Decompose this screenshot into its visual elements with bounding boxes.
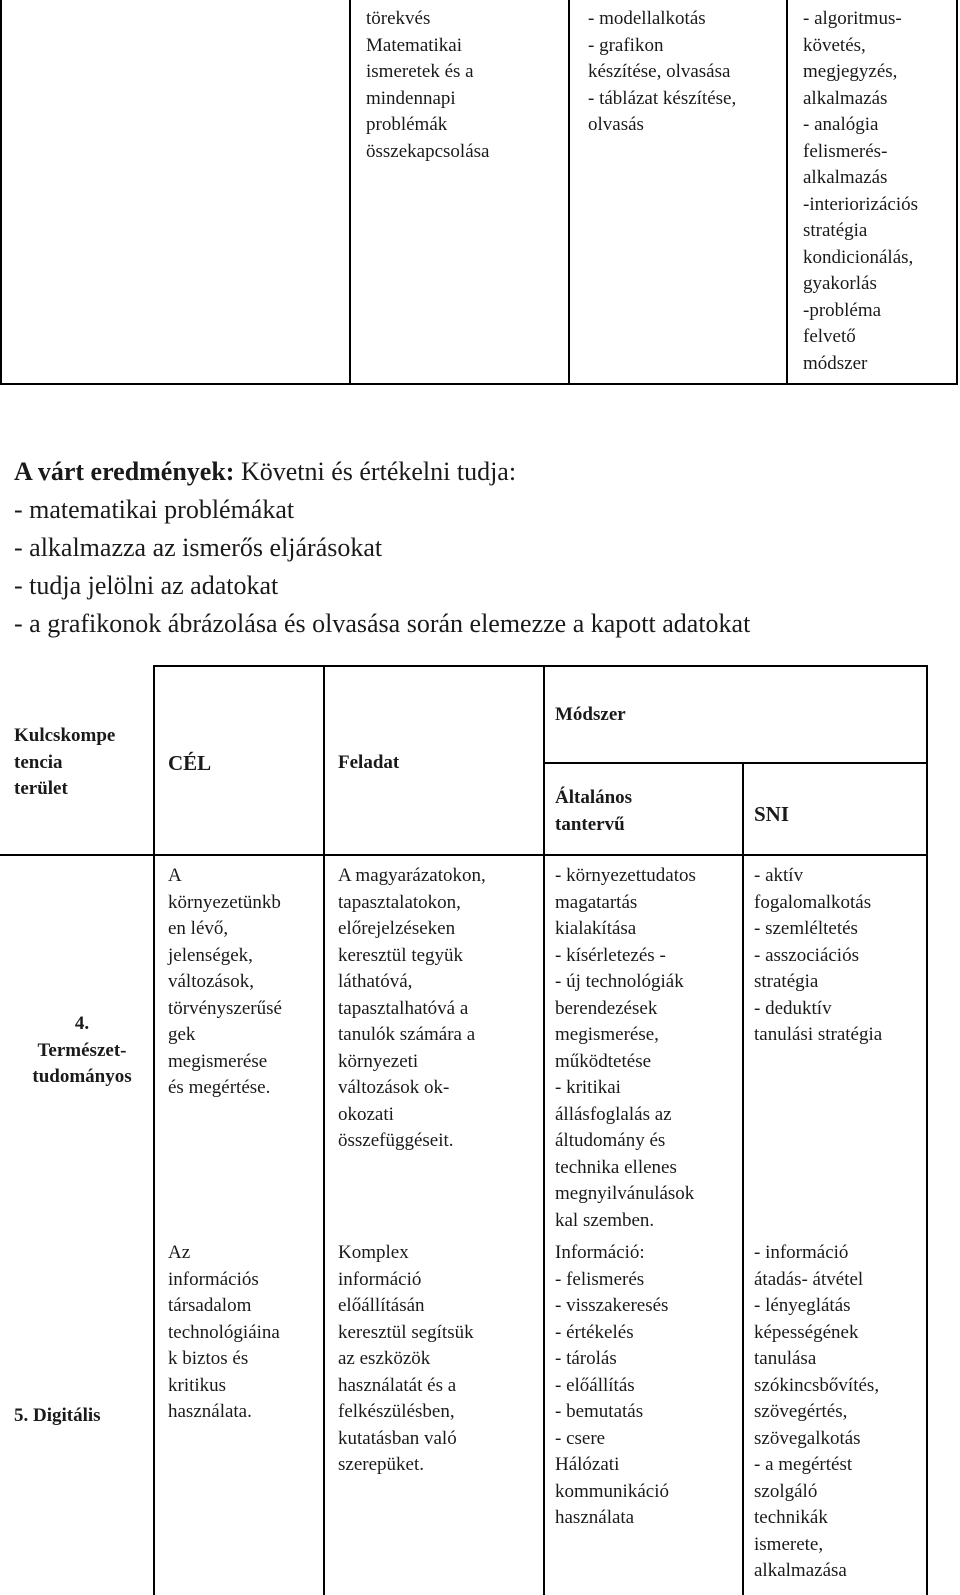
text-line: szolgáló — [754, 1480, 818, 1502]
text-line: változások, — [168, 971, 255, 992]
text-line: megismerése — [168, 1050, 268, 1072]
text-line: - környezettudatos — [555, 865, 696, 886]
text-line: szókincsbővítés, — [754, 1374, 880, 1396]
text-line: áltudomány és — [555, 1130, 666, 1151]
text-line: - előállítás — [555, 1374, 635, 1396]
text-line: - tárolás — [555, 1348, 617, 1369]
row-general — [555, 1240, 740, 1532]
text-line: működtetése — [555, 1050, 652, 1072]
row-general — [555, 863, 740, 1234]
text-line: használata — [555, 1507, 635, 1528]
text-line: összekapcsolása — [366, 140, 490, 162]
table-border — [926, 665, 928, 1595]
text-line: módszer — [803, 352, 868, 374]
text-line: - felismerés — [555, 1268, 645, 1290]
text-line: technika ellenes — [555, 1156, 677, 1178]
row-sni — [754, 863, 926, 1049]
text-line: állásfoglalás az — [555, 1103, 672, 1125]
text-line: ismeretek és a — [366, 61, 474, 82]
text-line: A magyarázatokon, — [338, 865, 486, 886]
text-line: kommunikáció — [555, 1480, 669, 1502]
text-line: használata. — [168, 1401, 252, 1422]
text-line: gyakorlás — [803, 273, 877, 294]
table-border — [568, 0, 570, 385]
row-task — [338, 1240, 538, 1479]
text-line: az eszközök — [338, 1348, 431, 1369]
text-line: - kísérletezés - — [555, 944, 666, 966]
text-line: képességének — [754, 1321, 859, 1343]
row-area — [14, 1011, 150, 1091]
text-line: információ — [338, 1268, 422, 1290]
text-line: tanulási stratégia — [754, 1024, 883, 1045]
text-line: megismerése, — [555, 1024, 659, 1045]
text-line: környezeti — [338, 1050, 419, 1072]
text-line: gek — [168, 1024, 196, 1045]
results-item: - alkalmazza az ismerős eljárásokat — [14, 533, 383, 562]
table-border — [349, 0, 351, 385]
text-line: tanulók számára a — [338, 1024, 476, 1045]
header-sni: SNI — [754, 802, 790, 826]
text-line: - visszakeresés — [555, 1295, 669, 1316]
text-line: Hálózati — [555, 1454, 620, 1475]
text-line: - információ — [754, 1242, 849, 1263]
text-line: - grafikon — [588, 34, 664, 56]
row-area — [14, 1403, 150, 1430]
results-item: - matematikai problémákat — [14, 495, 295, 524]
text-line: és megértése. — [168, 1077, 271, 1098]
top-table-col2 — [588, 6, 783, 139]
text-line: Komplex — [338, 1242, 409, 1263]
header-goal: CÉL — [168, 751, 212, 775]
results-item: - tudja jelölni az adatokat — [14, 571, 279, 600]
table-border — [153, 665, 155, 1595]
expected-results — [14, 453, 750, 643]
text-line: előállításán — [338, 1295, 425, 1316]
text-line: kal szemben. — [555, 1209, 655, 1231]
text-line: kialakítása — [555, 918, 637, 939]
table-border — [742, 762, 744, 1595]
text-line: tapasztalhatóvá a — [338, 997, 469, 1019]
table-border — [153, 665, 928, 667]
text-line: törvényszerűsé — [168, 997, 282, 1019]
header-general — [555, 785, 740, 838]
row-task — [338, 863, 538, 1155]
text-line: előrejelzéseken — [338, 918, 456, 939]
text-line: Matematikai — [366, 34, 463, 56]
text-line: felismerés- — [803, 140, 888, 162]
text-line: kondicionálás, — [803, 246, 914, 268]
text-line: összefüggéseit. — [338, 1130, 454, 1151]
table-border — [0, 383, 958, 385]
header-method: Módszer — [555, 704, 626, 725]
text-line: - értékelés — [555, 1321, 634, 1343]
text-line: alkalmazása — [754, 1560, 847, 1581]
text-line: változások ok- — [338, 1077, 450, 1098]
text-line: A — [168, 865, 182, 886]
row-sni — [754, 1240, 926, 1585]
text-line: olvasás — [588, 114, 644, 135]
header-area — [14, 723, 150, 803]
header-task: Feladat — [338, 752, 400, 773]
text-line: - analógia — [803, 114, 879, 135]
table-border — [543, 665, 545, 1595]
text-line: - új technológiák — [555, 971, 684, 992]
text-line: felvető — [803, 326, 856, 347]
text-line: tanulása — [754, 1348, 817, 1369]
row-goal — [168, 1240, 320, 1426]
text-line: készítése, olvasása — [588, 61, 731, 82]
table-border — [0, 0, 2, 385]
text-line: terület — [14, 778, 68, 799]
results-heading: A várt eredmények: — [14, 457, 235, 486]
text-line: felkészülésben, — [338, 1401, 455, 1422]
text-line: fogalomalkotás — [754, 891, 872, 913]
text-line: megjegyzés, — [803, 61, 898, 82]
text-line: technológiáina — [168, 1321, 280, 1343]
text-line: 4. — [74, 1013, 90, 1034]
text-line: kutatásban való — [338, 1427, 457, 1449]
text-line: - kritikai — [555, 1077, 621, 1098]
results-heading-line — [14, 453, 750, 491]
top-table-col3 — [803, 6, 955, 377]
text-line: - a megértést — [754, 1454, 853, 1475]
text-line: szerepüket. — [338, 1454, 424, 1475]
table-border — [0, 854, 928, 856]
results-intro: Követni és értékelni tudja: — [234, 457, 517, 486]
text-line: Információ: — [555, 1242, 645, 1263]
table-border — [323, 665, 325, 1595]
text-line: - bemutatás — [555, 1401, 644, 1422]
text-line: használatát és a — [338, 1374, 457, 1396]
text-line: követés, — [803, 34, 866, 56]
text-line: - táblázat készítése, — [588, 87, 737, 109]
text-line: keresztül segítsük — [338, 1321, 474, 1343]
text-line: en lévő, — [168, 918, 229, 939]
text-line: törekvés — [366, 8, 431, 29]
text-line: szövegalkotás — [754, 1427, 861, 1449]
text-line: megnyilvánulások — [555, 1183, 695, 1204]
text-line: tencia — [14, 751, 63, 773]
text-line: szövegértés, — [754, 1401, 848, 1422]
text-line: problémák — [366, 114, 448, 135]
text-line: környezetünkb — [168, 891, 281, 913]
top-table-col1 — [366, 6, 546, 165]
text-line: - asszociációs — [754, 944, 859, 966]
text-line: átadás- átvétel — [754, 1268, 864, 1290]
table-border — [786, 0, 788, 385]
text-line: - deduktív — [754, 997, 832, 1019]
text-line: -interiorizációs — [803, 193, 919, 215]
text-line: -probléma — [803, 299, 882, 321]
text-line: tudományos — [32, 1066, 132, 1087]
text-line: 5. Digitális — [14, 1405, 101, 1426]
text-line: - algoritmus- — [803, 8, 902, 29]
text-line: okozati — [338, 1103, 394, 1125]
text-line: Általános — [555, 787, 633, 808]
row-goal — [168, 863, 320, 1102]
text-line: tantervű — [555, 813, 625, 835]
table-border — [543, 762, 928, 764]
text-line: tapasztalatokon, — [338, 891, 461, 913]
text-line: stratégia — [803, 220, 868, 241]
text-line: technikák — [754, 1507, 828, 1528]
text-line: - lényeglátás — [754, 1295, 851, 1316]
text-line: láthatóvá, — [338, 971, 413, 992]
text-line: stratégia — [754, 971, 819, 992]
text-line: Természet- — [37, 1039, 127, 1061]
text-line: alkalmazás — [803, 167, 888, 188]
text-line: társadalom — [168, 1295, 252, 1316]
text-line: - szemléltetés — [754, 918, 858, 939]
table-border — [956, 0, 958, 385]
text-line: Kulcskompe — [14, 725, 116, 746]
text-line: információs — [168, 1268, 259, 1290]
text-line: Az — [168, 1242, 191, 1263]
text-line: - modellalkotás — [588, 8, 706, 29]
text-line: jelenségek, — [168, 944, 253, 966]
text-line: magatartás — [555, 891, 638, 913]
text-line: keresztül tegyük — [338, 944, 464, 966]
text-line: ismerete, — [754, 1533, 824, 1555]
text-line: mindennapi — [366, 87, 456, 109]
text-line: berendezések — [555, 997, 658, 1019]
results-item: - a grafikonok ábrázolása és olvasása során elemezze a kapott adatokat — [14, 609, 751, 638]
text-line: k biztos és — [168, 1348, 249, 1369]
text-line: alkalmazás — [803, 87, 888, 109]
text-line: - aktív — [754, 865, 804, 886]
text-line: kritikus — [168, 1374, 227, 1396]
text-line: - csere — [555, 1427, 606, 1449]
